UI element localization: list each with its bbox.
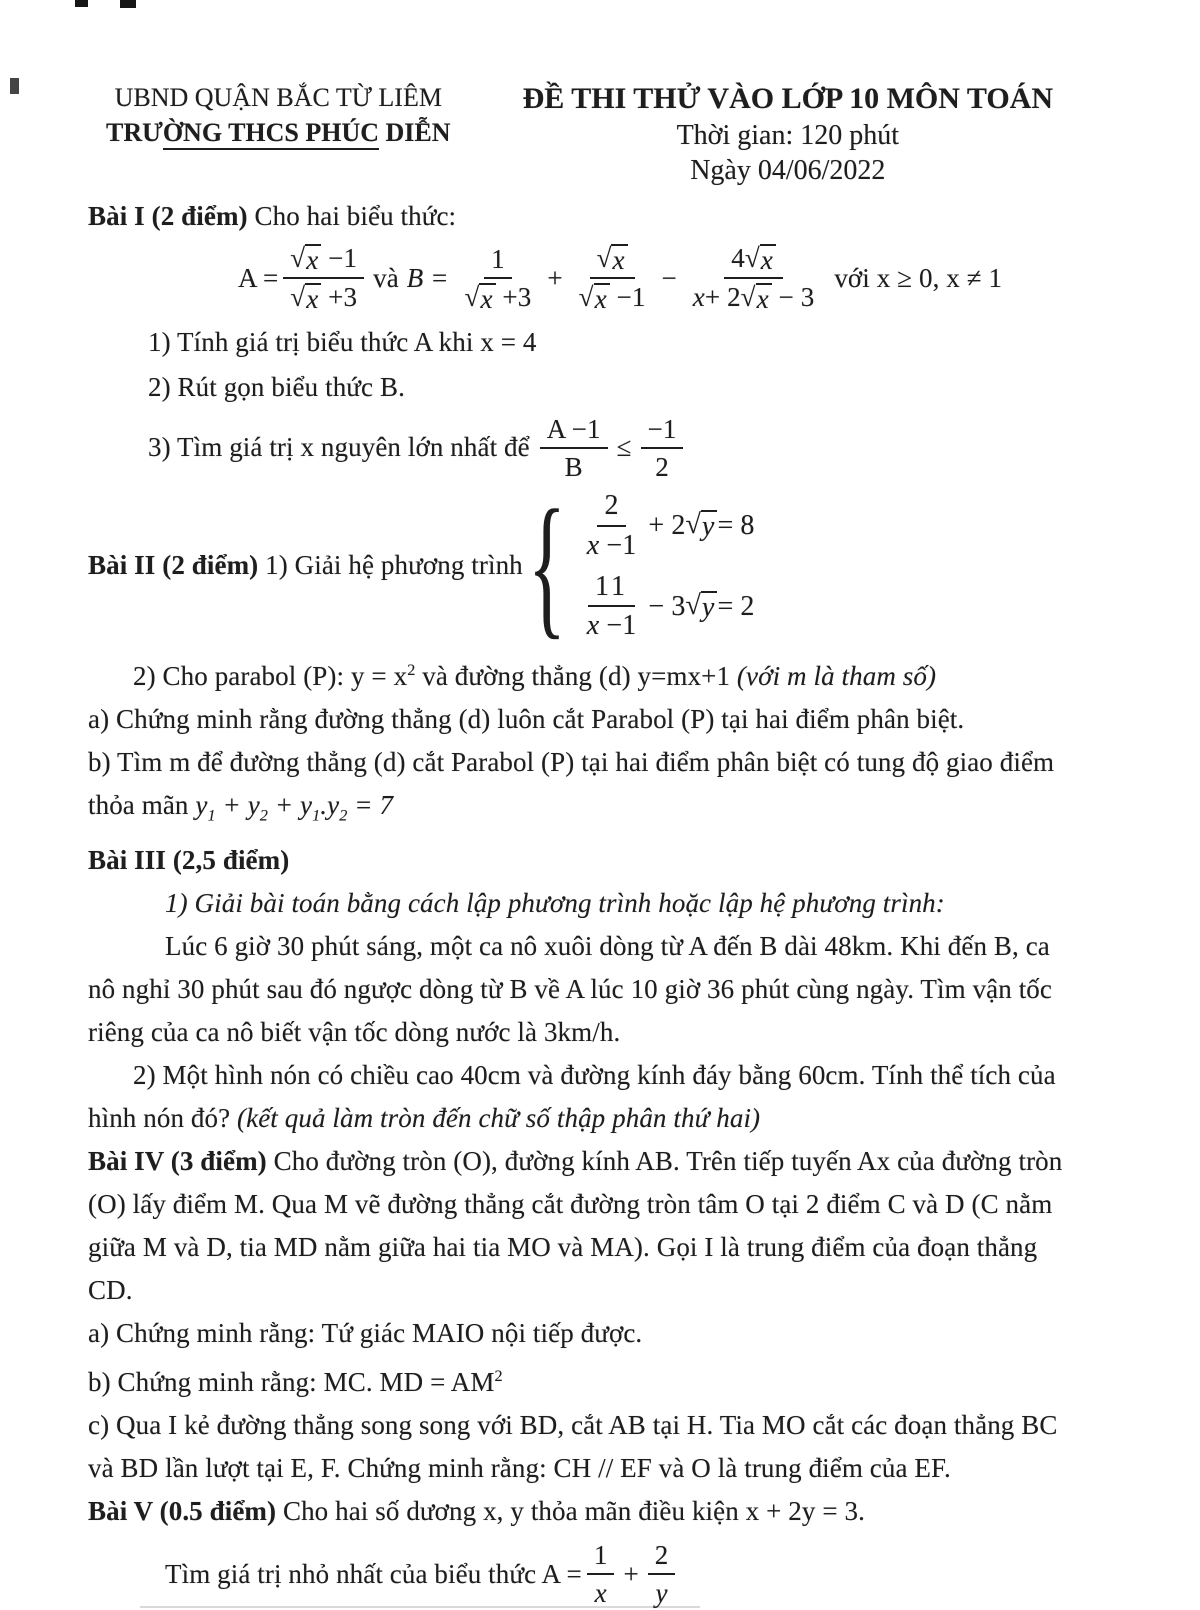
problem5-heading: Bài V (0.5 điểm) [88,1495,283,1526]
problem1-question2: 2) Rút gọn biểu thức B. [148,371,405,402]
superscript-2: 2 [494,1366,503,1385]
sqrt-y: √ y [685,510,717,541]
fraction-numerator [590,243,635,279]
fraction-denominator: B [564,451,583,482]
fraction-numerator: 2 [597,490,625,526]
superscript-2: 2 [407,660,416,679]
y-condition-formula: $y_1 + y_2 + y_1.y_2 = 7$ [195,789,394,824]
exam-title: ĐỀ THI THỬ VÀO LỚP 10 MÔN TOÁN [522,82,1053,115]
system-brace: { [527,477,566,653]
fraction-denominator: y [655,1578,668,1609]
sqrt-x: √ x [745,244,776,274]
problem2-label: Bài II (2 điểm) 1) Giải hệ phương trình [88,550,523,581]
parameter-note: (với m là tham số) [736,660,937,691]
problem5-formula-line: Tìm giá trị nhỏ nhất của biểu thức A = $\frac{1}{x}$ + $\frac{2}{y}$ [165,1540,1105,1608]
fraction-numerator: −1 [641,414,684,449]
fraction-denominator: x+ 2 √ x − 3 [686,279,822,313]
school-name: TRƯỜNG THCS PHÚC DIỄN [106,115,451,150]
sqrt-y: √ y [685,591,717,622]
sqrt-x: √ x [290,244,321,274]
problem3-method-note: 1) Giải bài toán bằng cách lập phương trình hoặc lập hệ phương trình: [165,887,945,918]
problem3-heading: Bài III (2,5 điểm) [88,844,290,875]
problem3-text-line1: Lúc 6 giờ 30 phút sáng, một ca nô xuôi dòng từ A đến B dài 48km. Khi đến B, ca [165,930,1050,961]
fraction-A [283,243,364,314]
exam-date: Ngày 04/06/2022 [690,155,886,186]
fraction-denominator: x −1 [586,529,637,561]
problem2-part-a: a) Chứng minh rằng đường thẳng (d) luôn cắt Parabol (P) tại hai điểm phân biệt. [88,703,965,734]
fraction-numerator: √ x −1 [283,243,364,279]
fraction-A-minus-1-over-B [540,414,608,482]
fraction-numerator: 4 √ x [724,243,783,279]
problem2-part-b-condition: thỏa mãn $y_1 + y_2 + y_1.y_2 = 7$ [88,789,394,824]
fraction-denominator: √ x +3 [283,279,364,313]
exam-header [88,80,1105,188]
fraction-B1 [458,244,539,314]
problem3-question2-line1: 2) Một hình nón có chiều cao 40cm và đường kính đáy bằng 60cm. Tính thể tích của [133,1059,1056,1090]
school-name-underline: ỜNG THCS PHÚC [163,118,379,150]
problem1-question1: 1) Tính giá trị biểu thức A khi x = 4 [148,326,537,357]
problem1-expression-formula: A = √ x −1 √ x +3 và B = 1 √ x +3 + √ x √ x −1 − 4 √ x x+ 2 √ x − 3 với x ≥ 0, x ≠ 1 [238,243,1105,314]
problem4-line1: Bài IV (3 điểm) Cho đường tròn (O), đường kính AB. Trên tiếp tuyến Ax của đường tròn [88,1145,1063,1176]
problem3-text-line3: riêng của ca nô biết vận tốc dòng nước là 3km/h. [88,1016,621,1047]
problem4-heading: Bài IV (3 điểm) [88,1145,274,1176]
issuing-organization [106,80,451,150]
problem2-heading: Bài II (2 điểm) [88,550,266,581]
sqrt-x: √ x [290,283,321,313]
problem2-part-b: b) Tìm m để đường thẳng (d) cắt Parabol (P) tại hai điểm phân biệt có tung độ giao điểm [88,746,1055,777]
fraction-11-over-x-minus-1 [580,571,644,642]
equation-1: $\frac{2}{x -1}$ + 2 √ y = 8 [575,490,755,561]
sqrt-x: √ x [465,283,496,313]
fraction-B3 [686,243,822,314]
fraction-2-over-y [648,1540,676,1608]
equation-system [575,490,755,641]
fraction-B2 [572,243,653,314]
problem4-part-b: b) Chứng minh rằng: MC. MD = $AM^2$ [88,1366,503,1397]
less-equal-sign: ≤ [616,432,632,463]
exam-duration: Thời gian: 120 phút [676,120,900,151]
sqrt-x: √ x [741,283,772,313]
problem4-line3: giữa M và D, tia MD nằm giữa hai tia MO và MA). Gọi I là trung điểm của đoạn thẳng [88,1231,1038,1262]
fraction-numerator: 1 [484,244,512,279]
problem4-line4: CD. [88,1274,133,1305]
fraction-minus-1-over-2 [641,414,684,482]
fraction-denominator: 2 [655,451,669,482]
fraction-numerator: 2 [648,1540,676,1575]
rounding-note: (kết quả làm tròn đến chữ số thập phân thứ hai) [237,1102,761,1133]
problem4-part-c-line2: và BD lần lượt tại E, F. Chứng minh rằng: CH // EF và O là trung điểm của EF. [88,1452,951,1483]
fraction-denominator: √ x −1 [572,279,653,313]
problem1-intro-line [88,196,1105,237]
equation-2: $\frac{11}{x -1}$ − 3 √ y = 2 [575,571,755,642]
problem1-intro: Cho hai biểu thức: [254,201,457,231]
sqrt-x: √ x [579,283,610,313]
problem4-line2: (O) lấy điểm M. Qua M vẽ đường thẳng cắt đường tròn tâm O tại 2 điểm C và D (C nằm [88,1188,1053,1219]
fraction-denominator: x [594,1578,607,1609]
problem4-part-c-line1: c) Qua I kẻ đường thẳng song song với BD, cắt AB tại H. Tia MO cắt các đoạn thẳng BC [88,1409,1058,1440]
fraction-numerator: 1 [587,1540,615,1575]
problem4-part-a: a) Chứng minh rằng: Tứ giác MAIO nội tiếp được. [88,1317,643,1348]
problem2-question2: 2) Cho parabol (P): $y = x^2$ và đường thẳng (d) y=mx+1 (với m là tham số) [133,660,937,691]
fraction-denominator: x −1 [586,610,637,642]
problem1-question3: 3) Tìm giá trị x nguyên lớn nhất để $\frac{A -1}{B}$ ≤ $\frac{-1}{2}$ [148,414,1105,482]
fraction-1-over-x [587,1540,615,1608]
fraction-2-over-x-minus-1 [580,490,644,561]
domain-condition: với x ≥ 0, x ≠ 1 [834,262,1003,293]
sqrt-x: √ x [597,244,628,274]
problem5-line1: Bài V (0.5 điểm) Cho hai số dương x, y thỏa mãn điều kiện x + 2y = 3. [88,1495,865,1526]
fraction-numerator: A −1 [540,414,608,449]
problem2-system-row [88,477,1105,653]
district-name: UBND QUẬN BẮC TỪ LIÊM [114,83,442,112]
problem3-question2-line2: hình nón đó? (kết quả làm tròn đến chữ số thập phân thứ hai) [88,1102,761,1133]
fraction-numerator: 11 [588,571,635,607]
fraction-denominator: √ x +3 [458,279,539,313]
problem3-text-line2: nô nghỉ 30 phút sau đó ngược dòng từ B về A lúc 10 giờ 36 phút cùng ngày. Tìm vận tốc [88,973,1052,1004]
exam-title-block [523,80,1053,188]
problem1-heading: Bài I (2 điểm) [88,201,255,231]
